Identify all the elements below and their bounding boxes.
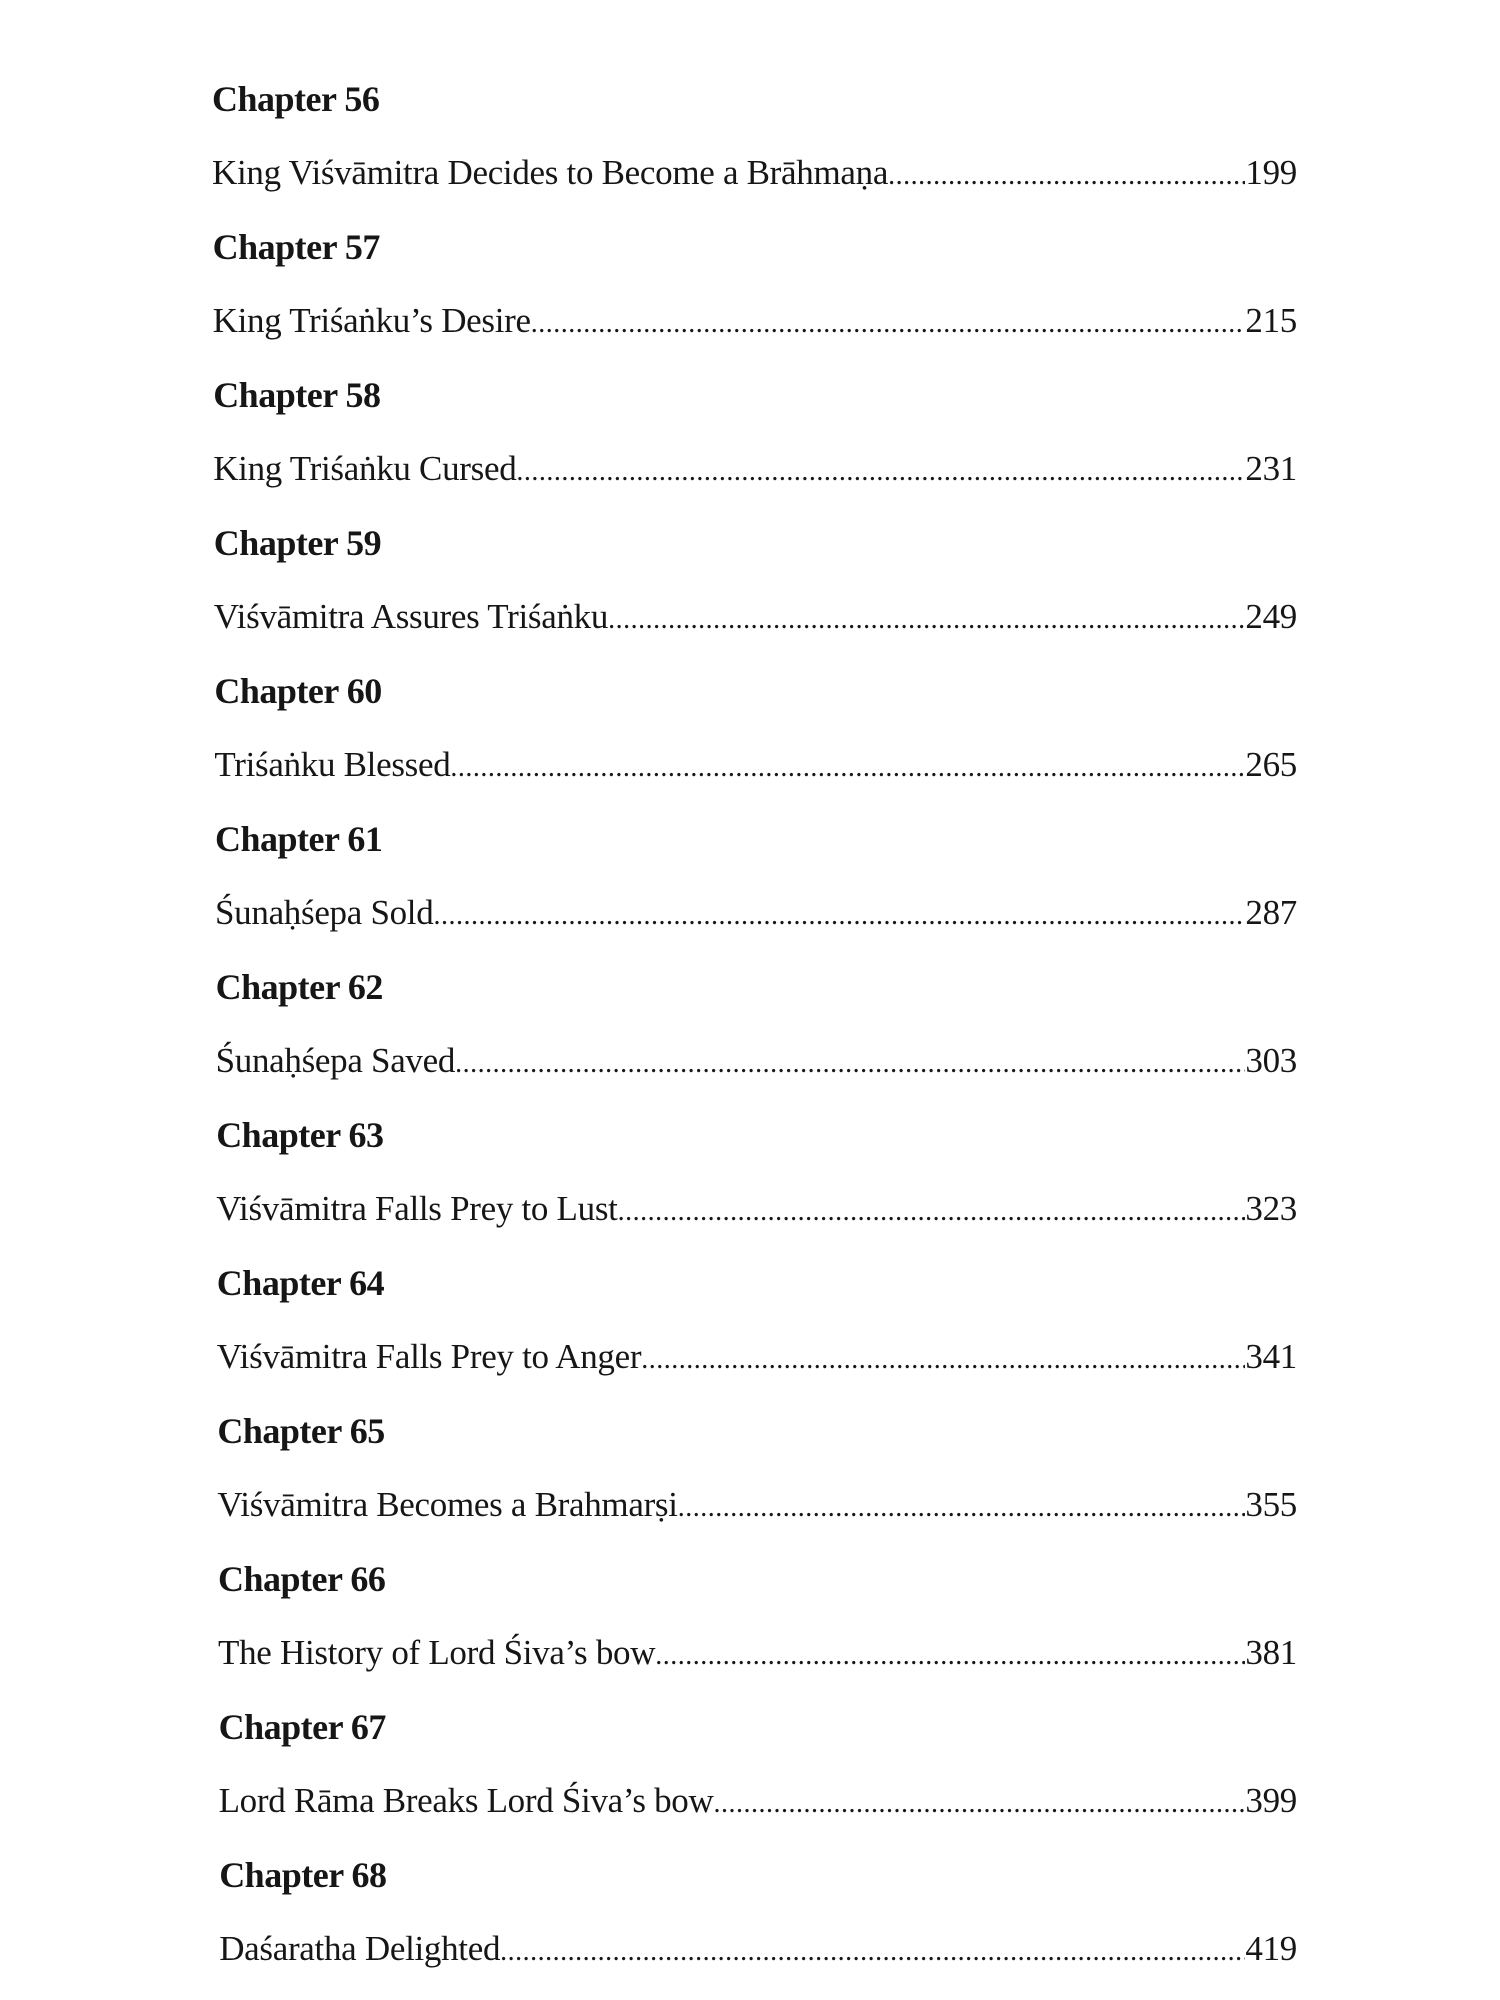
chapter-heading: Chapter 68	[219, 1855, 387, 1895]
toc-entry[interactable]	[216, 1024, 1297, 1098]
chapter-heading: Chapter 63	[216, 1115, 384, 1155]
page-number: 323	[1245, 1189, 1297, 1228]
page-number: 287	[1245, 893, 1297, 932]
chapter-heading: Chapter 67	[218, 1707, 386, 1747]
page-number: 249	[1245, 597, 1297, 636]
chapter-heading: Chapter 65	[217, 1411, 385, 1451]
toc-entry[interactable]	[214, 728, 1297, 802]
page-number: 341	[1245, 1337, 1297, 1376]
toc-block	[214, 654, 1297, 802]
chapter-heading: Chapter 64	[216, 1263, 385, 1303]
dot-leader	[500, 1915, 1245, 1989]
chapter-title: King Triśaṅku Cursed	[213, 449, 517, 488]
page-number: 419	[1245, 1929, 1297, 1968]
toc-block	[219, 1690, 1297, 1838]
dot-leader	[678, 1471, 1246, 1545]
table-of-contents	[212, 62, 1297, 1986]
page-number: 215	[1245, 301, 1297, 340]
page-number: 399	[1245, 1781, 1297, 1820]
dot-leader	[531, 287, 1246, 361]
toc-entry[interactable]	[215, 876, 1297, 950]
toc-block	[219, 1838, 1297, 1986]
toc-entry[interactable]	[219, 1912, 1297, 1986]
chapter-heading: Chapter 61	[215, 819, 383, 859]
chapter-heading: Chapter 56	[212, 79, 380, 119]
page-number: 303	[1245, 1041, 1297, 1080]
chapter-title: King Viśvāmitra Decides to Become a Brāhmaṇa	[212, 153, 889, 192]
toc-block	[217, 1246, 1297, 1394]
dot-leader	[618, 1175, 1246, 1249]
chapter-heading: Chapter 58	[213, 375, 381, 415]
chapter-title: Viśvāmitra Falls Prey to Lust	[216, 1189, 618, 1228]
toc-entry[interactable]	[213, 432, 1297, 506]
chapter-heading: Chapter 66	[218, 1559, 386, 1599]
dot-leader	[888, 139, 1245, 213]
page-number: 381	[1245, 1633, 1297, 1672]
dot-leader	[608, 583, 1245, 657]
toc-entry[interactable]	[219, 1764, 1297, 1838]
chapter-title: Viśvāmitra Becomes a Brahmarṣi	[217, 1485, 678, 1524]
dot-leader	[641, 1323, 1245, 1397]
toc-entry[interactable]	[217, 1320, 1297, 1394]
toc-block	[214, 506, 1297, 654]
toc-block	[217, 1394, 1297, 1542]
toc-block	[216, 1098, 1297, 1246]
dot-leader	[714, 1767, 1246, 1841]
toc-block	[216, 950, 1297, 1098]
page-number: 265	[1245, 745, 1297, 784]
page-number: 355	[1245, 1485, 1297, 1524]
chapter-title: Triśaṅku Blessed	[214, 745, 451, 784]
chapter-title: Daśaratha Delighted	[219, 1929, 501, 1968]
toc-block	[213, 210, 1297, 358]
toc-block	[218, 1542, 1297, 1690]
toc-entry[interactable]	[214, 580, 1297, 654]
dot-leader	[516, 435, 1245, 509]
toc-entry[interactable]	[218, 1616, 1297, 1690]
chapter-heading: Chapter 62	[215, 967, 383, 1007]
toc-entry[interactable]	[217, 1468, 1297, 1542]
chapter-title: Śunaḥśepa Sold	[215, 893, 434, 932]
chapter-title: Śunaḥśepa Saved	[215, 1041, 456, 1080]
chapter-title: Lord Rāma Breaks Lord Śiva’s bow	[218, 1781, 714, 1820]
chapter-title: King Triśaṅku’s Desire	[212, 301, 531, 340]
chapter-title: Viśvāmitra Falls Prey to Anger	[216, 1337, 642, 1376]
page-number: 199	[1245, 153, 1297, 192]
chapter-heading: Chapter 59	[213, 523, 382, 563]
toc-block	[213, 358, 1297, 506]
toc-block	[215, 802, 1297, 950]
toc-block	[212, 62, 1297, 210]
toc-entry[interactable]	[213, 284, 1297, 358]
toc-entry[interactable]	[216, 1172, 1297, 1246]
chapter-heading: Chapter 60	[214, 671, 382, 711]
dot-leader	[433, 879, 1245, 953]
page-number: 231	[1245, 449, 1297, 488]
dot-leader	[455, 1027, 1245, 1101]
dot-leader	[655, 1619, 1245, 1693]
toc-entry[interactable]	[212, 136, 1297, 210]
dot-leader	[450, 731, 1245, 805]
chapter-heading: Chapter 57	[212, 227, 380, 267]
chapter-title: Viśvāmitra Assures Triśaṅku	[213, 597, 609, 636]
chapter-title: The History of Lord Śiva’s bow	[218, 1633, 656, 1672]
